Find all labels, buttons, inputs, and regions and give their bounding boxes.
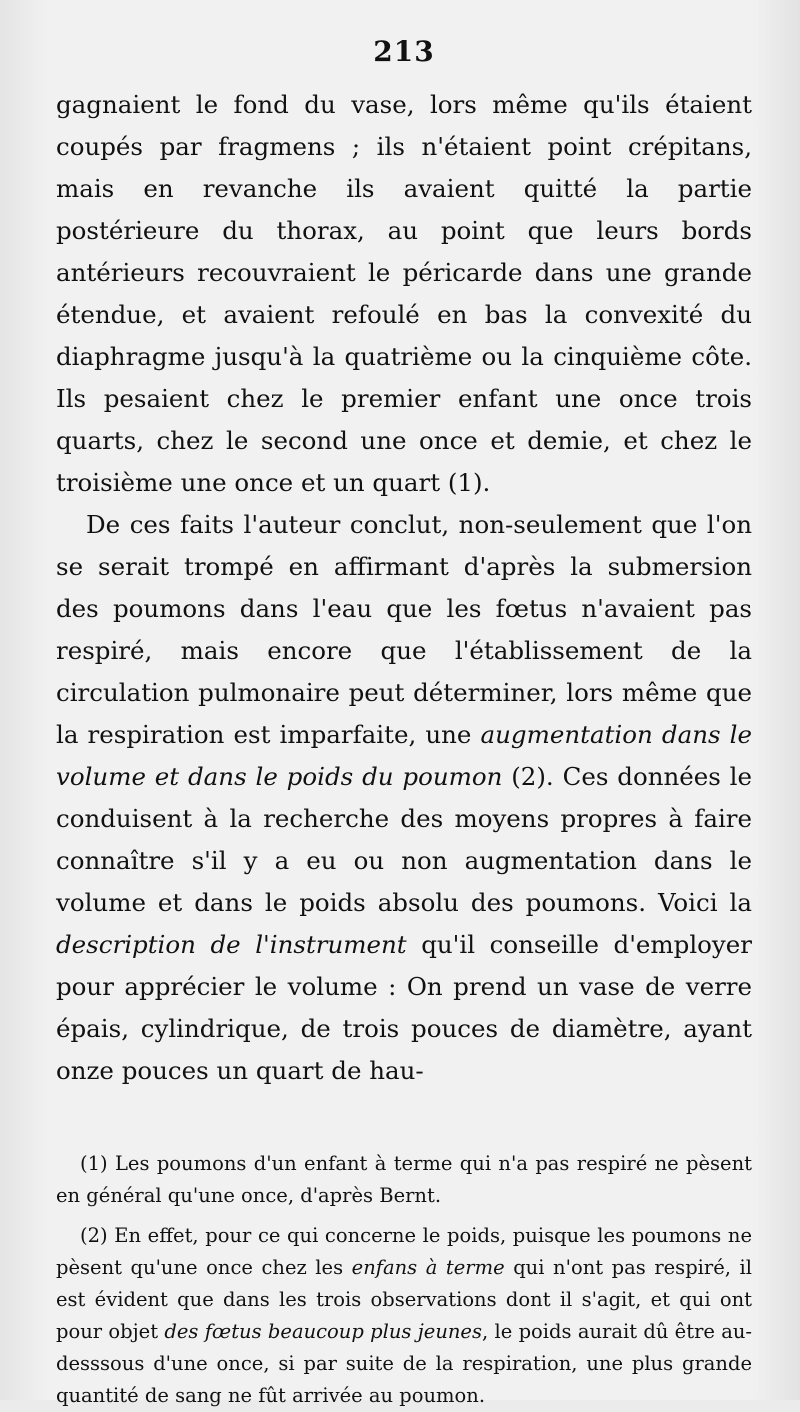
main-text [56,84,752,1092]
footnotes [56,1148,752,1412]
text-segment: (1) Les poumons d'un enfant à terme qui n'a pas respiré ne pèsent en général qu'une once, d'après Bernt. [56,1152,752,1207]
page-number: 213 [373,35,435,68]
footnote-2 [56,1220,752,1412]
italic-segment: enfans à terme [351,1256,505,1279]
footnote-1 [56,1148,752,1212]
text-segment: gagnaient le fond du vase, lors même qu'ils étaient coupés par fragmens ; ils n'étaient point crépitans, mais en revanche ils avaient quitté la partie postérieure du thorax, au point que leurs bords antérieurs recouvraient le péricarde dans une grande étendue, et avaient refoulé en bas la convexité du diaphragme jusqu'à la quatrième ou la cinquième côte. Ils pesaient chez le premier enfant une once trois quarts, chez le second une once et demie, et chez le troisième une once et un quart (1). [56,90,752,497]
italic-segment: augmentation dans le volume et dans le poids du poumon [56,720,752,791]
text-segment: (2). Ces données le conduisent à la recherche des moyens propres à faire connaître s'il y a eu ou non augmentation dans le volume et dans le poids absolu des poumons. Voici la [56,762,753,917]
text-segment: De ces faits l'auteur conclut, non-seulement que l'on se serait trompé en affirmant d'après la submersion des poumons dans l'eau que les fœtus n'avaient pas respiré, mais encore que l'établissement de la circulation pulmonaire peut déterminer, lors même que la respiration est imparfaite, une [56,510,752,749]
paragraph-conclusion [56,504,752,1092]
text-segment: qui n'ont pas respiré, il est évident que dans les trois observations dont il s'agit, et qui ont pour objet [56,1256,752,1343]
italic-segment: des fœtus beaucoup plus jeunes [164,1320,482,1343]
text-segment: (2) En effet, pour ce qui concerne le poids, puisque les poumons ne pèsent qu'une once chez les [56,1224,752,1279]
text-segment: , le poids aurait dû être au-desssous d'une once, si par suite de la respiration, une plus grande quantité de sang ne fût arrivée au poumon. [56,1320,753,1407]
paragraph-continuation [56,84,752,504]
italic-segment: description de l'instrument [56,930,407,959]
text-segment: qu'il conseille d'employer pour apprécier le volume : On prend un vase de verre épais, cylindrique, de trois pouces de diamètre, ayant onze pouces un quart de hau- [56,930,752,1085]
